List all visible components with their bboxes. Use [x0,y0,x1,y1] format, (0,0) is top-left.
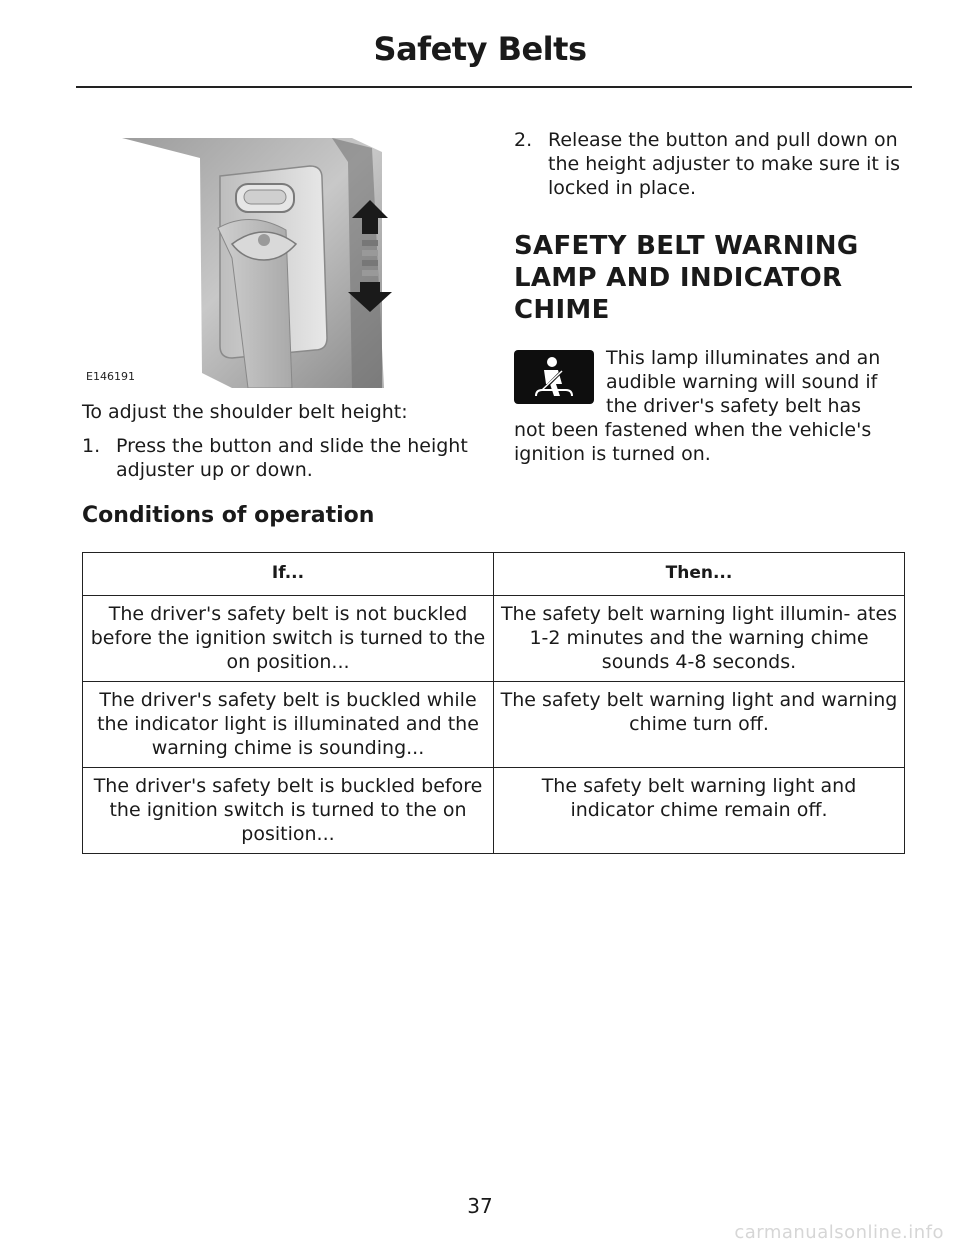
lamp-description-bottom: not been fastened when the vehicle's ignition is turned on. [514,419,872,465]
step-text: Press the button and slide the height adjuster up or down. [116,435,468,481]
header-divider [76,86,912,88]
seatbelt-warning-icon [514,350,594,404]
table-cell: The safety belt warning light illumin- ates 1-2 minutes and the warning chime sounds 4-8 seconds. [494,596,905,682]
list-item [82,434,482,482]
column-header-then: Then... [494,553,905,596]
step-text: Release the button and pull down on the height adjuster to make sure it is locked in place. [548,129,901,199]
table-row [83,768,905,854]
column-header-if: If... [83,553,494,596]
table-cell: The safety belt warning light and indicator chime remain off. [494,768,905,854]
adjust-intro-text: To adjust the shoulder belt height: [82,401,408,423]
table-cell: The driver's safety belt is buckled before the ignition switch is turned to the on position... [83,768,494,854]
table-cell: The driver's safety belt is buckled while the indicator light is illuminated and the warning chime is sounding... [83,682,494,768]
figure-id-label: E146191 [86,370,135,383]
conditions-table [82,552,905,854]
list-item [514,128,910,200]
page-title: Safety Belts [373,30,587,68]
page-number: 37 [467,1194,493,1218]
step-number: 2. [514,129,533,151]
table-cell: The driver's safety belt is not buckled before the ignition switch is turned to the on position... [83,596,494,682]
table-row [83,596,905,682]
lamp-description-top: This lamp illuminates and an audible warning will sound if the driver's safety belt has [606,347,881,417]
section-heading: SAFETY BELT WARNING LAMP AND INDICATOR CHIME [514,231,859,325]
belt-adjuster-illustration [82,118,480,388]
step-number: 1. [82,435,101,457]
table-row [83,682,905,768]
table-cell: The safety belt warning light and warning chime turn off. [494,682,905,768]
watermark: carmanualsonline.info [734,1222,944,1243]
steps-list-left [82,434,482,482]
steps-list-right [514,128,910,200]
conditions-heading: Conditions of operation [82,503,375,528]
table-header-row [83,553,905,596]
